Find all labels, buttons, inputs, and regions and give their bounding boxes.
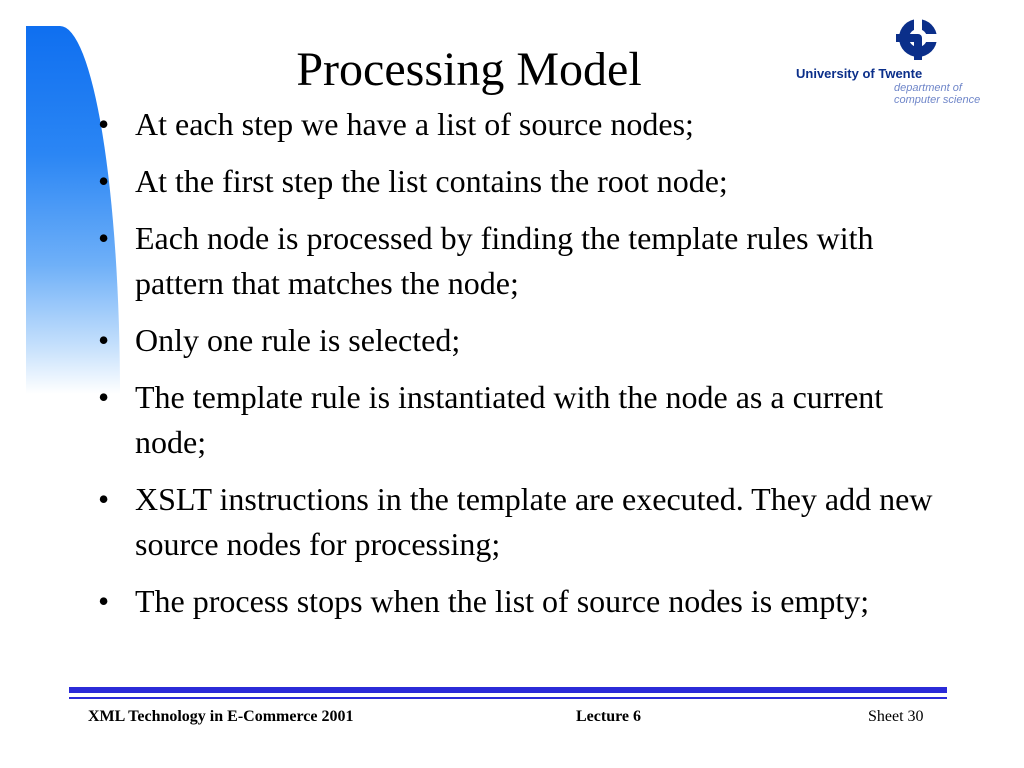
slide-title: Processing Model (296, 43, 642, 96)
bullet-text: The template rule is instantiated with the node as a current node; (135, 379, 884, 460)
department-line-1: department of (894, 82, 962, 94)
bullet-item (92, 159, 962, 204)
bullet-text: XSLT instructions in the template are executed. They add new source nodes for processing; (135, 481, 933, 562)
footer-course: XML Technology in E-Commerce 2001 (88, 708, 354, 725)
university-of-twente-logo-icon (896, 16, 940, 60)
bullet-item (92, 318, 962, 363)
bullet-text: At the first step the list contains the root node; (135, 163, 728, 199)
bullet-marker: • (98, 163, 110, 199)
bullet-item (92, 102, 962, 147)
bullet-marker: • (98, 379, 110, 415)
bullet-list (92, 102, 962, 636)
university-logo (796, 16, 1016, 111)
bullet-text: Each node is processed by finding the template rules with pattern that matches the node; (135, 220, 874, 301)
bullet-item (92, 216, 962, 306)
bullet-text: At each step we have a list of source nodes; (135, 106, 694, 142)
bullet-marker: • (98, 481, 110, 517)
bullet-marker: • (98, 583, 110, 619)
bullet-item (92, 477, 962, 567)
department-line-2: computer science (894, 94, 981, 106)
bullet-marker: • (98, 106, 110, 142)
university-name: University of Twente (796, 66, 923, 81)
bullet-text: The process stops when the list of source nodes is empty; (135, 583, 870, 619)
bullet-item (92, 579, 962, 624)
bullet-text: Only one rule is selected; (135, 322, 461, 358)
bullet-marker: • (98, 322, 110, 358)
footer-lecture: Lecture 6 (576, 708, 642, 725)
bullet-marker: • (98, 220, 110, 256)
footer-sheet: Sheet 30 (868, 708, 924, 725)
footer-divider-thin (69, 697, 947, 699)
bullet-item (92, 375, 962, 465)
footer-divider-thick (69, 687, 947, 693)
